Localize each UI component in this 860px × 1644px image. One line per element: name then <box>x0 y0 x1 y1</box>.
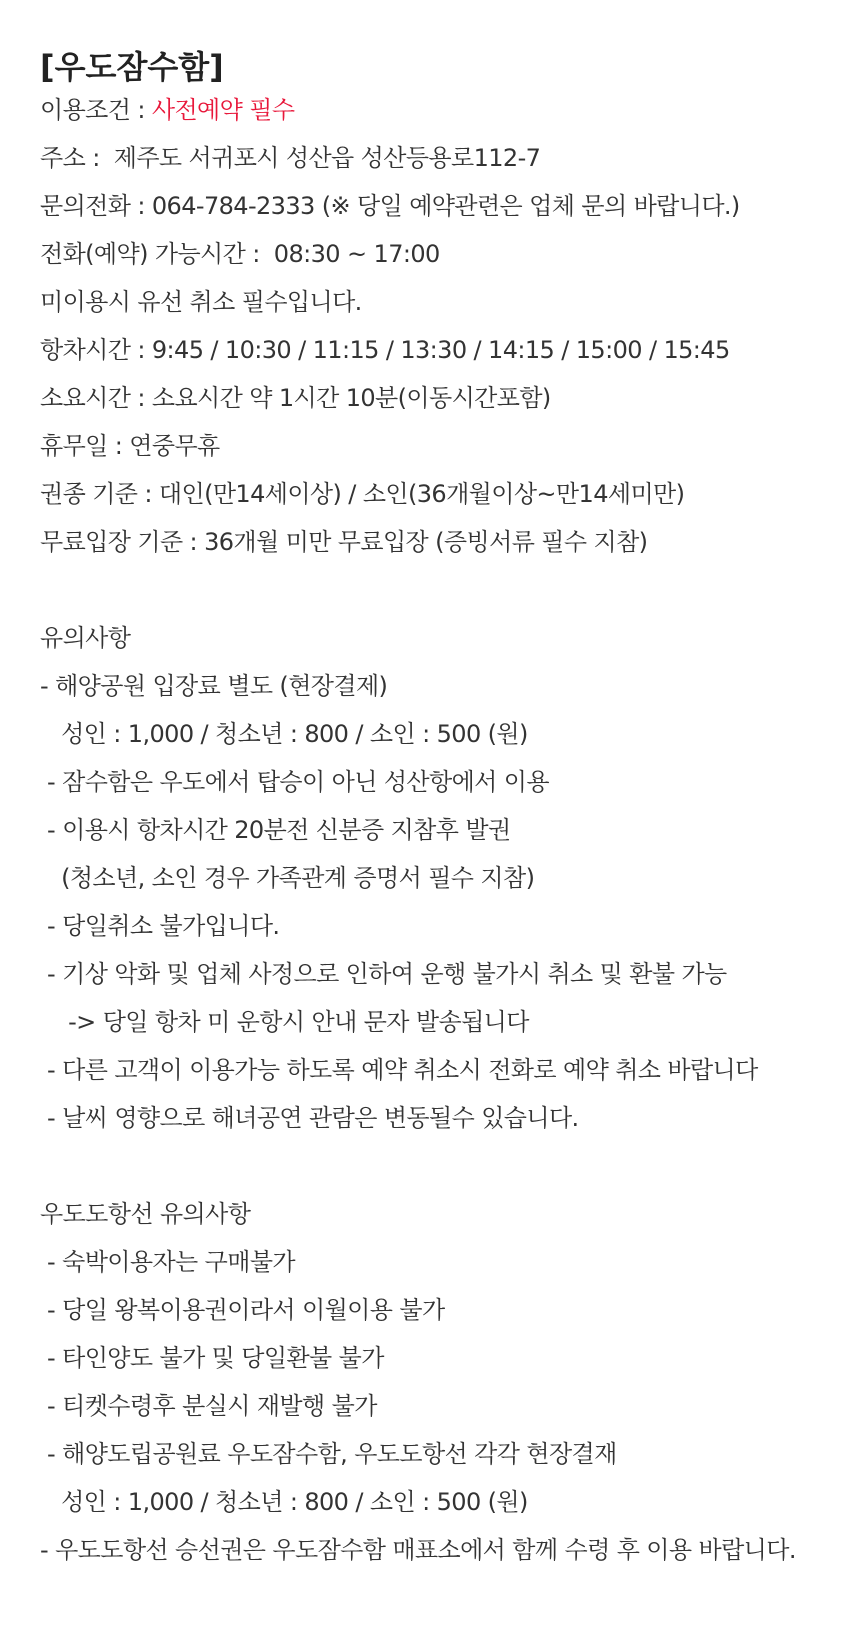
free-entry-line: 무료입장 기준 : 36개월 미만 무료입장 (증빙서류 필수 지참) <box>40 528 648 556</box>
closed-days-line: 휴무일 : 연중무휴 <box>40 432 220 460</box>
notes-item: - 날씨 영향으로 해녀공연 관람은 변동될수 있습니다. <box>40 1104 579 1132</box>
notes-item: - 다른 고객이 이용가능 하도록 예약 취소시 전화로 예약 취소 바랍니다 <box>40 1056 758 1084</box>
notes-item: 성인 : 1,000 / 청소년 : 800 / 소인 : 500 (원) <box>40 720 528 748</box>
spacer <box>40 574 820 622</box>
notes-item: - 잠수함은 우도에서 탑승이 아닌 성산항에서 이용 <box>40 768 549 796</box>
reservation-hours-line: 전화(예약) 가능시간 : 08:30 ~ 17:00 <box>40 240 440 268</box>
notes-item: - 기상 악화 및 업체 사정으로 인하여 운행 불가시 취소 및 환불 가능 <box>40 960 727 988</box>
notes-item: - 당일취소 불가입니다. <box>40 912 280 940</box>
notes-item: (청소년, 소인 경우 가족관계 증명서 필수 지참) <box>40 864 535 892</box>
ferry-notes-item: - 티켓수령후 분실시 재발행 불가 <box>40 1392 377 1420</box>
condition-value: 사전예약 필수 <box>151 96 295 124</box>
cancel-note-line: 미이용시 유선 취소 필수입니다. <box>40 288 362 316</box>
ferry-notes-heading: 우도도항선 유의사항 <box>40 1200 251 1228</box>
ferry-notes-item: - 당일 왕복이용권이라서 이월이용 불가 <box>40 1296 445 1324</box>
notes-item: - 이용시 항차시간 20분전 신분증 지참후 발권 <box>40 816 511 844</box>
notes-heading: 유의사항 <box>40 624 131 652</box>
condition-label: 이용조건 : <box>40 96 152 124</box>
page-title: [우도잠수함] <box>40 48 224 86</box>
ferry-notes-item: - 해양도립공원료 우도잠수함, 우도도항선 각각 현장결재 <box>40 1440 617 1468</box>
departure-times-line: 항차시간 : 9:45 / 10:30 / 11:15 / 13:30 / 14:15 / 15:00 / 15:45 <box>40 336 730 364</box>
condition-line <box>40 94 820 142</box>
ferry-notes-item: - 우도도항선 승선권은 우도잠수함 매표소에서 함께 수령 후 이용 바랍니다. <box>40 1536 796 1564</box>
notes-item: -> 당일 항차 미 운항시 안내 문자 발송됩니다 <box>40 1008 529 1036</box>
phone-line: 문의전화 : 064-784-2333 (※ 당일 예약관련은 업체 문의 바랍니다.) <box>40 192 740 220</box>
ferry-notes-item: 성인 : 1,000 / 청소년 : 800 / 소인 : 500 (원) <box>40 1488 528 1516</box>
ticket-types-line: 권종 기준 : 대인(만14세이상) / 소인(36개월이상~만14세미만) <box>40 480 685 508</box>
address-line: 주소 : 제주도 서귀포시 성산읍 성산등용로112-7 <box>40 144 541 172</box>
ferry-notes-item: - 타인양도 불가 및 당일환불 불가 <box>40 1344 384 1372</box>
spacer <box>40 1150 820 1198</box>
duration-line: 소요시간 : 소요시간 약 1시간 10분(이동시간포함) <box>40 384 551 412</box>
notes-item: - 해양공원 입장료 별도 (현장결제) <box>40 672 388 700</box>
ferry-notes-item: - 숙박이용자는 구매불가 <box>40 1248 295 1276</box>
